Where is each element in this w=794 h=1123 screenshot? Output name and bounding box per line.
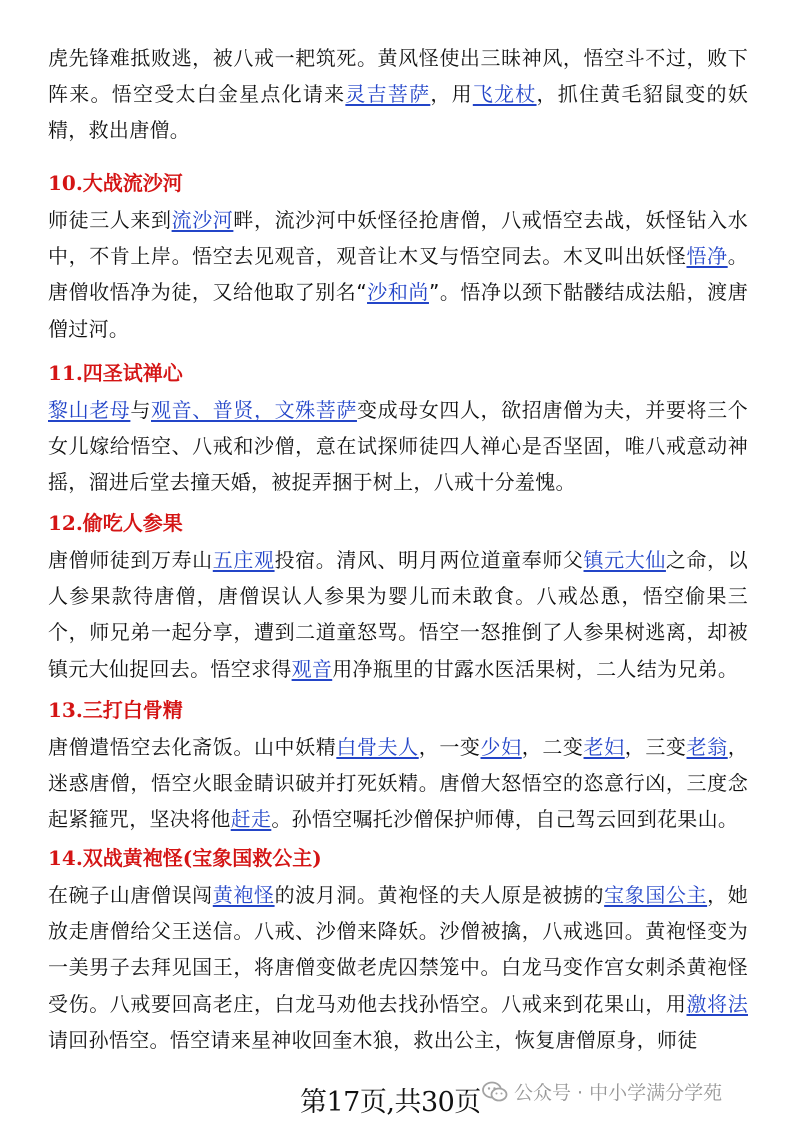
text-run: 之命，以人参果款待唐僧，唐僧误认人参果为婴儿而未敢食。八戒怂恿，悟空偷果三个，师兄弟一起分享，遭到二道童怒骂。悟空一怒推倒了人参果树逃离，却被镇元大仙捉回去。悟空求得 [48,548,749,681]
link-guanyin-puxian-wenshu[interactable]: 观音、普贤，文殊菩萨 [151,398,357,422]
link-sha-heshang[interactable]: 沙和尚 [367,280,429,305]
section-10 [48,168,748,347]
text-run: 用净瓶里的甘露水医活果树，二人结为兄弟。 [332,656,739,681]
text-run: ，三变 [624,735,687,759]
section-12 [48,508,748,687]
text-run: 投宿。清风、明月两位道童奉师父 [274,548,584,572]
text-run: ，迷惑唐僧，悟空火眼金睛识破并打死妖精。唐僧大怒悟空的恣意行凶，三度念起紧箍咒，坚决将他 [48,735,749,832]
text-run: ，二变 [521,735,584,759]
paragraph-text [48,877,748,1058]
link-wujing[interactable]: 悟净 [686,244,728,269]
text-run: 畔，流沙河中妖怪径抢唐僧，八戒悟空去战，妖怪钻入水中，不肯上岸。悟空去见观音，观音让木叉与悟空同去。木叉叫出妖怪 [48,208,749,269]
section-13 [48,695,748,838]
link-ganzou[interactable]: 赶走 [230,807,272,832]
section-14 [48,843,748,1058]
wechat-icon [482,1081,508,1103]
link-lingji-pusa[interactable]: 灵吉菩萨 [345,82,431,107]
text-run: 变成母女四人，欲招唐僧为夫，并要将三个女儿嫁给悟空、八戒和沙僧，意在试探师徒四人禅心是否坚固，唯八戒意动神摇，溜进后堂去撞天婚，被捉弄捆于树上，八戒十分羞愧。 [48,398,749,495]
text-run: ，一变 [418,735,481,759]
text-run: ”。悟净以颈下骷髅结成法船，渡唐僧过河。 [48,280,748,341]
text-run: 的波月洞。黄袍怪的夫人原是被掳的 [274,883,605,907]
section-heading: 10.大战流沙河 [48,171,183,195]
section-heading: 14.双战黄袍怪(宝象国救公主) [48,846,322,870]
link-jijiang-fa[interactable]: 激将法 [686,991,748,1016]
text-run: 请回孙悟空。悟空请来星神收回奎木狼，救出公主，恢复唐僧原身，师徒 [48,1027,698,1052]
link-laoweng[interactable]: 老翁 [686,735,728,759]
text-run: 与 [130,398,151,422]
page-number: 第17页,共30页 [300,1087,481,1118]
text-run: 师徒三人来到 [48,208,172,232]
text-run: 。孙悟空嘱托沙僧保护师傅，自己驾云回到花果山。 [271,807,739,832]
text-run: ，用 [430,82,473,107]
link-shaofu[interactable]: 少妇 [480,735,522,759]
section-heading: 13.三打白骨精 [48,698,183,722]
section-11 [48,358,748,501]
section-heading: 12.偷吃人参果 [48,511,183,535]
text-run: ，她放走唐僧给父王送信。八戒、沙僧来降妖。沙僧被擒，八戒逃回。黄袍怪变为一美男子去拜见国王，将唐僧变做老虎囚禁笼中。白龙马变作宫女刺杀黄袍怪受伤。八戒要回高老庄，白龙马劝他去找孙悟空。八戒来到花果山，用 [48,883,749,1016]
link-baigu-furen[interactable]: 白骨夫人 [336,735,419,759]
paragraph-continued [48,40,748,149]
watermark-text: 公众号 · 中小学满分学苑 [514,1082,723,1104]
text-run: 。唐僧收悟净为徒，又给他取了别名“ [48,244,748,305]
link-zhenyuan-daxian[interactable]: 镇元大仙 [583,548,666,572]
text-run: ，抓住黄毛貂鼠变的妖精，救出唐僧。 [48,82,749,143]
section-heading: 11.四圣试禅心 [48,361,183,385]
paragraph-text [48,729,748,838]
link-laofu[interactable]: 老妇 [583,735,625,759]
text-run: 唐僧师徒到万寿山 [48,548,213,572]
paragraph-text [48,392,748,501]
text-run: 唐僧遣悟空去化斋饭。山中妖精 [48,735,337,759]
text-run: 虎先锋难抵败逃，被八戒一耙筑死。黄风怪使出三昧神风，悟空斗不过，败下阵来。悟空受太白金星点化请来 [48,46,748,107]
text-run: 在碗子山唐僧误闯 [48,883,213,907]
link-feilong-zhang[interactable]: 飞龙杖 [472,82,537,107]
watermark [482,1078,722,1105]
link-guanyin[interactable]: 观音 [291,656,333,681]
paragraph-text [48,202,748,347]
paragraph-text [48,542,748,687]
link-liusha-he[interactable]: 流沙河 [171,208,234,232]
paragraph-text [48,40,748,149]
link-baoxiang-gongzhu[interactable]: 宝象国公主 [604,883,708,907]
link-huangpao-guai[interactable]: 黄袍怪 [212,883,275,907]
link-lishan-laomu[interactable]: 黎山老母 [48,398,131,422]
link-wuzhuang-guan[interactable]: 五庄观 [212,548,275,572]
